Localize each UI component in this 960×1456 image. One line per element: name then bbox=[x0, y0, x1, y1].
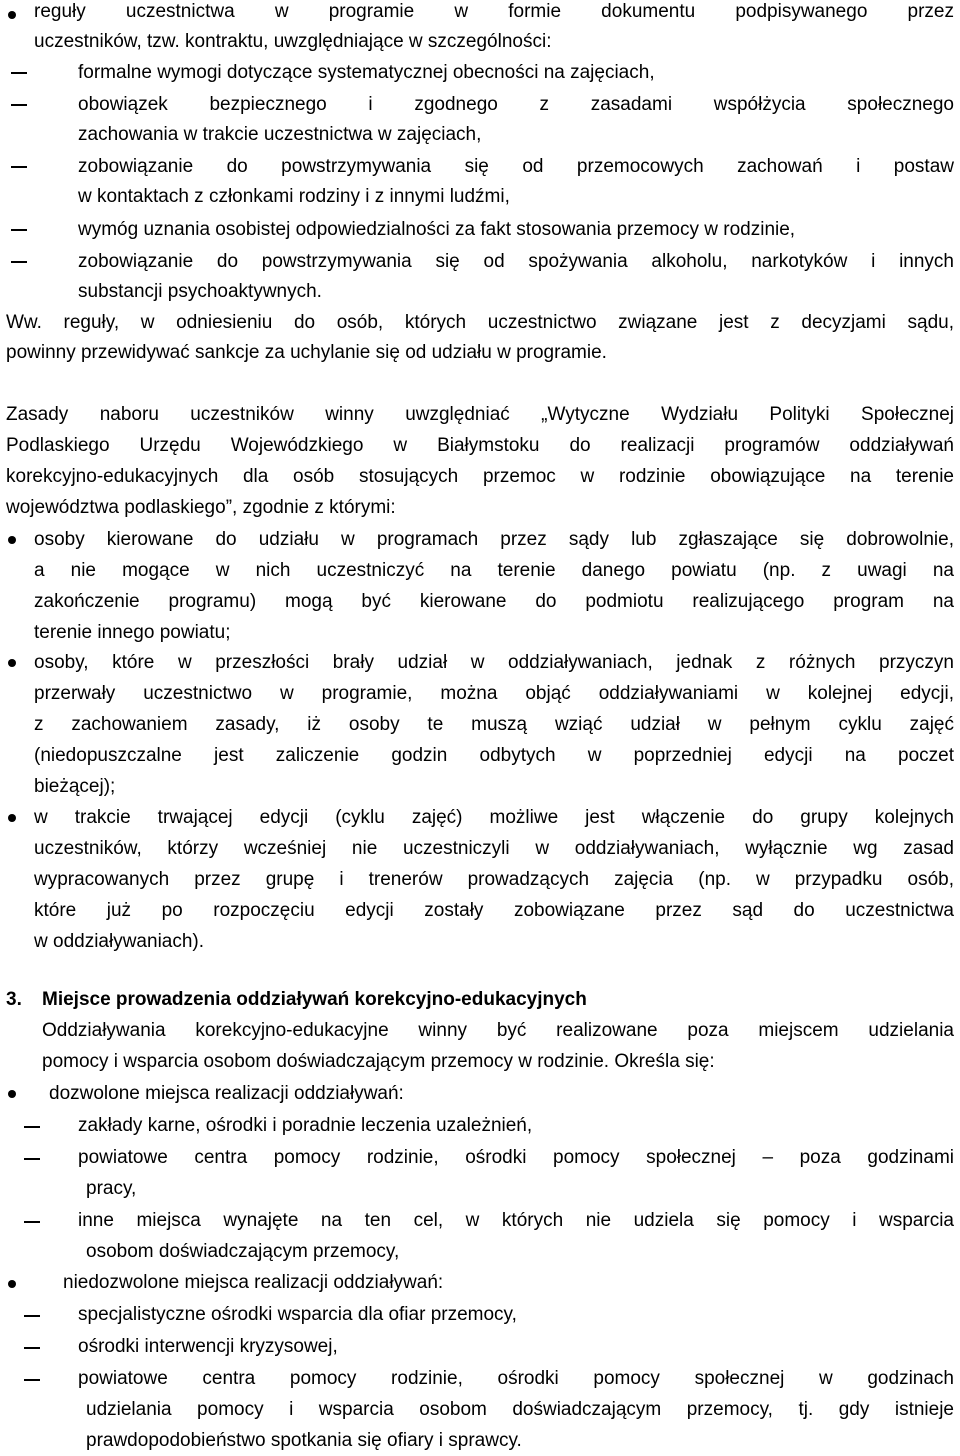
list-item-line: uczestników, którzy wcześniej nie uczestniczyli w oddziaływaniach, wyłącznie wg zasad bbox=[34, 838, 954, 859]
list-item-line: terenie innego powiatu; bbox=[34, 622, 231, 643]
dash-icon bbox=[11, 104, 27, 106]
list-item-line: specjalistyczne ośrodki wsparcia dla ofiar przemocy, bbox=[78, 1304, 517, 1325]
list-item-line: w kontaktach z członkami rodziny i z innymi ludźmi, bbox=[78, 186, 510, 207]
list-item-line: pracy, bbox=[86, 1178, 137, 1199]
list-item-line: inne miejsca wynajęte na ten cel, w których nie udziela się pomocy i wsparcia bbox=[78, 1210, 954, 1231]
list-item-line: prawdopodobieństwo spotkania się ofiary i sprawcy. bbox=[86, 1430, 522, 1451]
list-item-line: a nie mogące w nich uczestniczyć na terenie danego powiatu (np. z uwagi na bbox=[34, 560, 954, 581]
list-item-line: ośrodki interwencji kryzysowej, bbox=[78, 1336, 338, 1357]
list-item-line: udzielania pomocy i wsparcia osobom doświadczającym przemocy, tj. gdy istnieje bbox=[86, 1399, 954, 1420]
list-item-line: osoby, które w przeszłości brały udział w oddziaływaniach, jednak z różnych przyczyn bbox=[34, 652, 954, 673]
dash-icon bbox=[11, 261, 27, 263]
list-item-line: zakończenie programu) mogą być kierowane do podmiotu realizującego program na bbox=[34, 591, 954, 612]
list-item-line: osoby kierowane do udziału w programach przez sądy lub zgłaszające się dobrowolnie, bbox=[34, 529, 954, 550]
bullet-icon bbox=[8, 659, 16, 667]
list-item-line: które już po rozpoczęciu edycji zostały zobowiązane przez sąd do uczestnictwa bbox=[34, 900, 954, 921]
paragraph-line: Zasady naboru uczestników winny uwzględniać „Wytyczne Wydziału Polityki Społecznej bbox=[6, 404, 954, 425]
list-item-line: reguły uczestnictwa w programie w formie dokumentu podpisywanego przez bbox=[34, 1, 954, 22]
bullet-icon bbox=[8, 1280, 16, 1288]
list-item-line: bieżącej); bbox=[34, 776, 116, 797]
list-item-line: w oddziaływaniach). bbox=[34, 931, 205, 952]
paragraph-line: Oddziaływania korekcyjno-edukacyjne winny być realizowane poza miejscem udzielania bbox=[42, 1020, 954, 1041]
dash-icon bbox=[24, 1379, 40, 1381]
list-label: niedozwolone miejsca realizacji oddziaływań: bbox=[63, 1272, 444, 1293]
list-item-line: z zachowaniem zasady, iż osoby te muszą wziąć udział w pełnym cyklu zajęć bbox=[34, 714, 954, 735]
list-item-line: zakłady karne, ośrodki i poradnie leczenia uzależnień, bbox=[78, 1115, 533, 1136]
paragraph-line: powinny przewidywać sankcje za uchylanie się od udziału w programie. bbox=[6, 342, 607, 363]
list-item-line: przerwały uczestnictwo w programie, można objąć oddziaływaniami w kolejnej edycji, bbox=[34, 683, 954, 704]
list-item-line: powiatowe centra pomocy rodzinie, ośrodki pomocy społecznej w godzinach bbox=[78, 1368, 954, 1389]
list-item-line: substancji psychoaktywnych. bbox=[78, 281, 322, 302]
list-item-line: osobom doświadczającym przemocy, bbox=[86, 1241, 400, 1262]
dash-icon bbox=[11, 229, 27, 231]
list-item-line: wypracowanych przez grupę i trenerów prowadzących zajęcia (np. w przypadku osób, bbox=[34, 869, 954, 890]
bullet-icon bbox=[8, 1090, 16, 1098]
paragraph-line: pomocy i wsparcia osobom doświadczającym przemocy w rodzinie. Określa się: bbox=[42, 1051, 715, 1072]
dash-icon bbox=[11, 72, 27, 74]
bullet-icon bbox=[8, 536, 16, 544]
dash-icon bbox=[24, 1126, 40, 1128]
dash-icon bbox=[24, 1158, 40, 1160]
paragraph-line: Ww. reguły, w odniesieniu do osób, których uczestnictwo związane jest z decyzjami sądu, bbox=[6, 312, 954, 333]
list-item-line: w trakcie trwającej edycji (cyklu zajęć) możliwe jest włączenie do grupy kolejnych bbox=[34, 807, 954, 828]
list-item-line: powiatowe centra pomocy rodzinie, ośrodki pomocy społecznej – poza godzinami bbox=[78, 1147, 954, 1168]
list-label: dozwolone miejsca realizacji oddziaływań: bbox=[49, 1083, 404, 1104]
dash-icon bbox=[24, 1221, 40, 1223]
list-item-line: zachowania w trakcie uczestnictwa w zajęciach, bbox=[78, 124, 482, 145]
paragraph-line: korekcyjno-edukacyjnych dla osób stosujących przemoc w rodzinie obowiązujące na terenie bbox=[6, 466, 954, 487]
section-number: 3. bbox=[6, 989, 22, 1010]
section-heading: Miejsce prowadzenia oddziaływań korekcyjno-edukacyjnych bbox=[42, 989, 587, 1010]
list-item-line: formalne wymogi dotyczące systematycznej obecności na zajęciach, bbox=[78, 62, 655, 83]
bullet-icon bbox=[8, 11, 16, 19]
paragraph-line: województwa podlaskiego”, zgodnie z którymi: bbox=[6, 497, 396, 518]
list-item-line: uczestników, tzw. kontraktu, uwzględniające w szczególności: bbox=[34, 31, 552, 52]
dash-icon bbox=[24, 1347, 40, 1349]
list-item-line: zobowiązanie do powstrzymywania się od spożywania alkoholu, narkotyków i innych bbox=[78, 251, 954, 272]
dash-icon bbox=[11, 166, 27, 168]
dash-icon bbox=[24, 1315, 40, 1317]
list-item-line: obowiązek bezpiecznego i zgodnego z zasadami współżycia społecznego bbox=[78, 94, 954, 115]
bullet-icon bbox=[8, 814, 16, 822]
paragraph-line: Podlaskiego Urzędu Wojewódzkiego w Białymstoku do realizacji programów oddziaływań bbox=[6, 435, 954, 456]
list-item-line: (niedopuszczalne jest zaliczenie godzin odbytych w poprzedniej edycji na poczet bbox=[34, 745, 954, 766]
list-item-line: wymóg uznania osobistej odpowiedzialności za fakt stosowania przemocy w rodzinie, bbox=[78, 219, 796, 240]
list-item-line: zobowiązanie do powstrzymywania się od przemocowych zachowań i postaw bbox=[78, 156, 954, 177]
